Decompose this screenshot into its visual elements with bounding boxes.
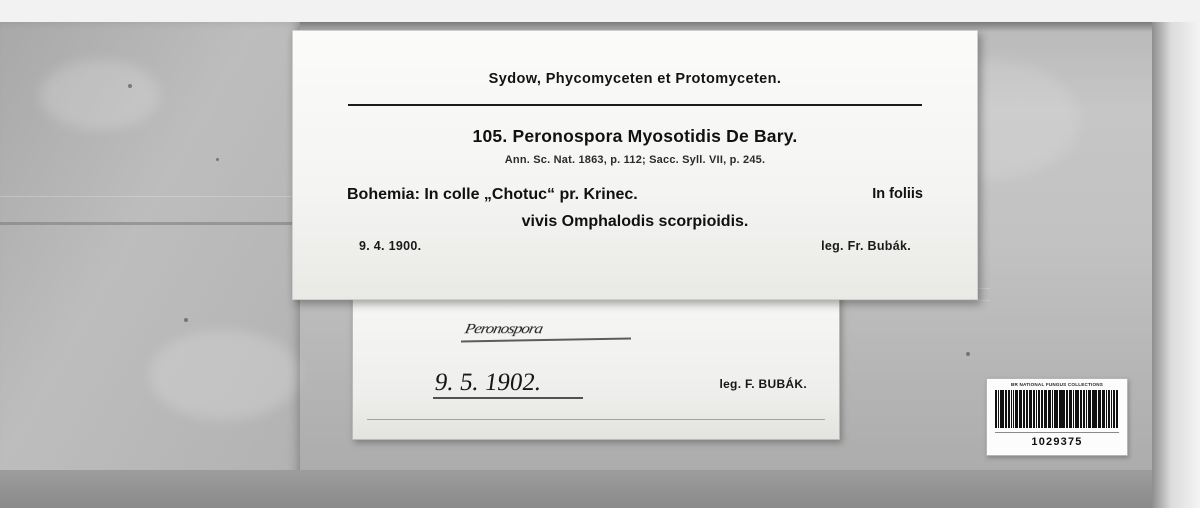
species-name: 105. Peronospora Myosotidis De Bary. bbox=[472, 126, 798, 146]
paper-texture bbox=[0, 196, 300, 197]
handwritten-date-text: 9. 5. 1902. bbox=[433, 369, 544, 396]
substrate-note: In foliis bbox=[872, 186, 923, 202]
paper-texture bbox=[838, 300, 990, 301]
paper-speck bbox=[966, 352, 970, 356]
paper-speck bbox=[216, 158, 219, 161]
series-title: Sydow, Phycomyceten et Protomyceten. bbox=[488, 71, 782, 87]
locality-text: Bohemia: In colle „Chotuc“ pr. Krinec. bbox=[347, 186, 638, 203]
label-footer bbox=[293, 239, 977, 253]
handwritten-determination-text: Peronospora bbox=[463, 320, 544, 337]
host-plant: vivis Omphalodis scorpioidis. bbox=[521, 213, 749, 230]
barcode-number: 1029375 bbox=[1031, 436, 1083, 448]
barcode-gap bbox=[1118, 390, 1119, 428]
barcode-separator bbox=[995, 432, 1119, 433]
lower-label-collector: leg. F. BUBÁK. bbox=[719, 377, 807, 391]
literature-citation: Ann. Sc. Nat. 1863, p. 112; Sacc. Syll. VII, p. 245. bbox=[504, 154, 766, 166]
handwritten-underline bbox=[461, 338, 631, 343]
main-printed-label bbox=[292, 30, 978, 300]
paper-blemish bbox=[40, 60, 160, 130]
packet-fold-line bbox=[0, 222, 300, 225]
paper-speck bbox=[184, 318, 188, 322]
lower-label-rule bbox=[367, 419, 825, 420]
paper-speck bbox=[128, 84, 132, 88]
barcode-institution-text: BR NATIONAL FUNGUS COLLECTIONS bbox=[1010, 382, 1104, 387]
barcode-label bbox=[986, 378, 1128, 456]
handwritten-date-underline bbox=[433, 397, 583, 399]
paper-blemish bbox=[150, 330, 300, 420]
collection-date: 9. 4. 1900. bbox=[359, 239, 422, 253]
lower-handwritten-label bbox=[352, 290, 840, 440]
collector-name: leg. Fr. Bubák. bbox=[821, 239, 911, 253]
sheet-bottom-edge bbox=[0, 470, 1152, 508]
barcode-bars bbox=[995, 390, 1119, 428]
label-divider-rule bbox=[348, 104, 922, 106]
locality-line bbox=[293, 186, 977, 204]
sheet-right-edge bbox=[1152, 22, 1200, 508]
